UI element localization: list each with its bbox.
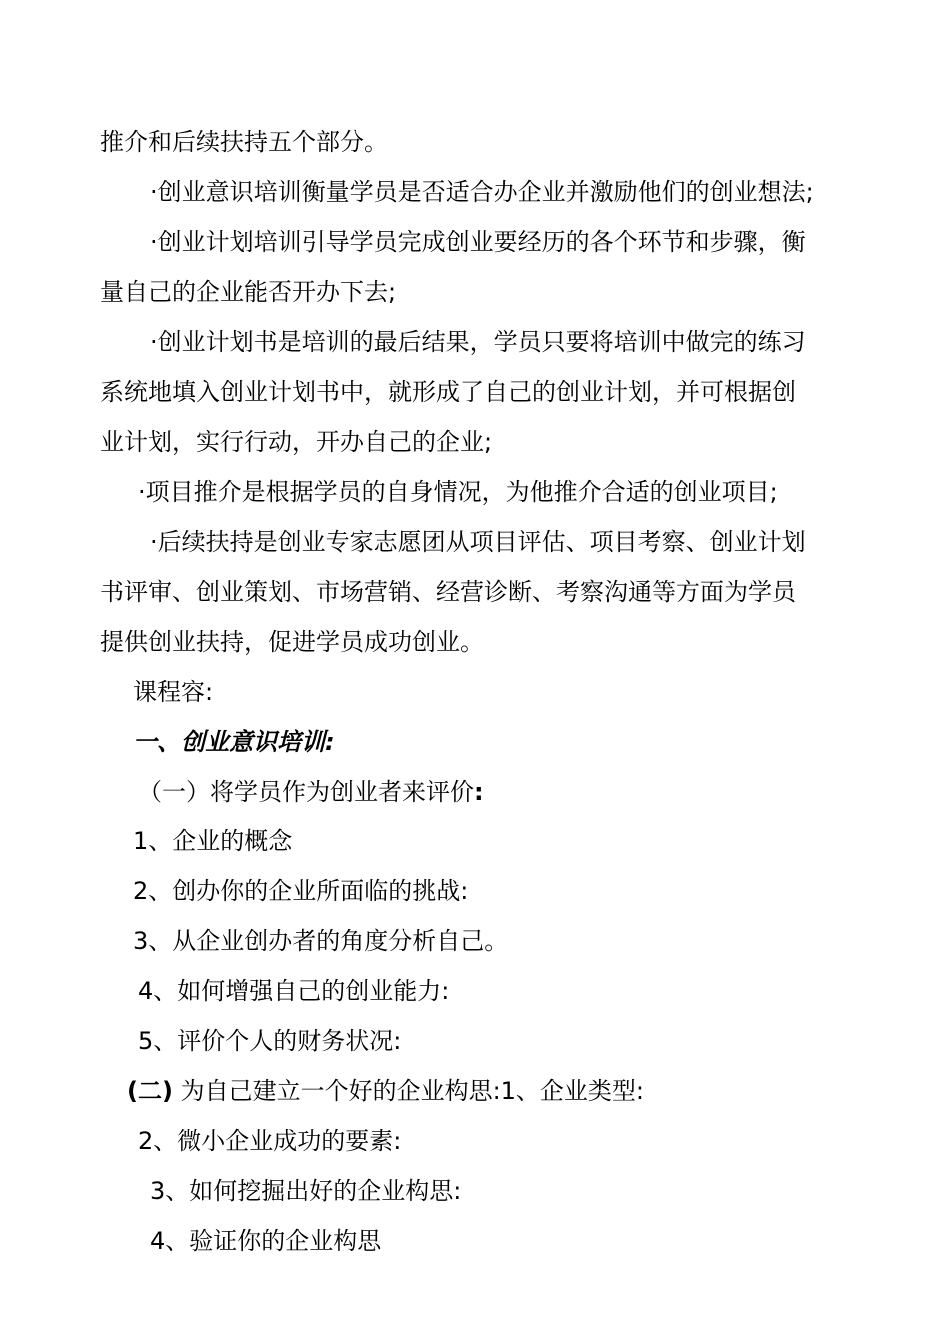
course-content-label: 课程容: [133,678,214,706]
list-item: 3、如何挖掘出好的企业构思: [150,1177,462,1205]
subsection-2-heading-number: (二) [127,1077,173,1105]
bullet-3-line-2: 系统地填入创业计划书中，就形成了自己的创业计划，并可根据创 [100,378,796,406]
section-1-heading: 一、创业意识培训: [133,728,335,756]
bullet-4-line: ·项目推介是根据学员的自身情况，为他推介合适的创业项目; [138,478,778,506]
subsection-2-heading [127,1076,644,1106]
subsection-1-heading-colon: : [474,778,484,806]
list-item: 2、创办你的企业所面临的挑战: [133,877,469,905]
list-item: 4、验证你的企业构思 [150,1227,382,1255]
subsection-2-heading-text: 为自己建立一个好的企业构思:1、企业类型: [180,1077,645,1105]
intro-tail-line: 推介和后续扶持五个部分。 [100,128,388,156]
subsection-1-heading [138,777,484,807]
bullet-5-line-1: ·后续扶持是创业专家志愿团从项目评估、项目考察、创业计划 [150,528,806,556]
bullet-5-line-3: 提供创业扶持，促进学员成功创业。 [100,628,484,656]
bullet-5-line-2: 书评审、创业策划、市场营销、经营诊断、考察沟通等方面为学员 [100,578,796,606]
subsection-1-heading-text: （一）将学员作为创业者来评价 [138,778,474,806]
bullet-2-line-2: 量自己的企业能否开办下去; [100,278,397,306]
list-item: 3、从企业创办者的角度分析自己。 [133,927,509,955]
bullet-2-line-1: ·创业计划培训引导学员完成创业要经历的各个环节和步骤，衡 [150,228,806,256]
bullet-1-line: ·创业意识培训衡量学员是否适合办企业并激励他们的创业想法; [150,178,814,206]
list-item: 4、如何增强自己的创业能力: [138,977,450,1005]
bullet-3-line-3: 业计划，实行行动，开办自己的企业; [100,428,493,456]
list-item: 1、企业的概念 [133,827,293,855]
list-item: 5、评价个人的财务状况: [138,1027,402,1055]
list-item: 2、微小企业成功的要素: [138,1127,402,1155]
bullet-3-line-1: ·创业计划书是培训的最后结果，学员只要将培训中做完的练习 [150,328,806,356]
